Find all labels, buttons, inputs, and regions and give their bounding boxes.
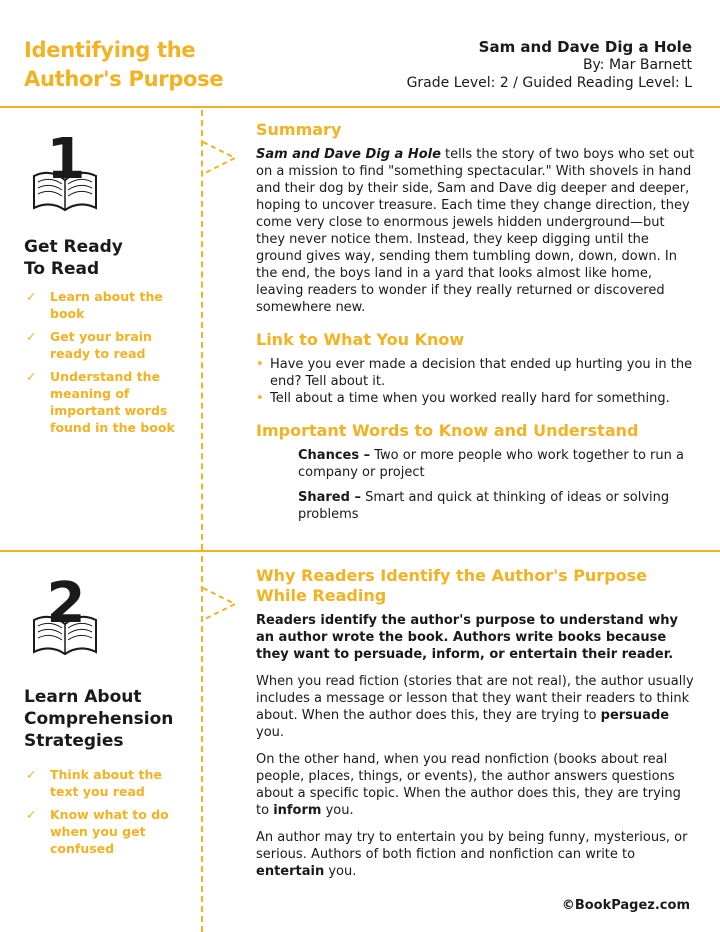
purpose-heading: Why Readers Identify the Author's Purpose While Reading: [256, 566, 648, 605]
step-title-line: To Read: [24, 259, 100, 279]
step-1-title: [24, 236, 194, 280]
step-1-checklist: [24, 288, 194, 436]
list-item: [256, 356, 696, 390]
paragraph-text: you.: [324, 864, 357, 879]
sidebar-step-1: [24, 236, 194, 442]
bullet-icon: •: [256, 391, 264, 406]
title-line-1: Identifying the: [24, 38, 196, 62]
persuade-paragraph: [256, 673, 696, 741]
list-item-text: Have you ever made a decision that ended up hurting you in the end? Tell about it.: [270, 357, 693, 389]
check-icon: ✓: [26, 807, 37, 822]
open-book-icon: [30, 122, 100, 214]
checklist-text: Learn about the book: [50, 289, 163, 321]
step-title-line: Strategies: [24, 731, 124, 751]
paragraph-text: On the other hand, when you read nonfiction (books about real people, places, things, or events), the author answers questions about a specific topic. When the author does this, they are trying to: [256, 752, 681, 818]
summary-heading: Summary: [256, 120, 342, 139]
vocabulary-item: [298, 489, 696, 523]
link-list: [256, 356, 696, 407]
step-2-title: [24, 686, 194, 752]
step-title-line: Learn About: [24, 687, 142, 707]
paragraph-text: you.: [321, 803, 354, 818]
step-number: 2: [46, 571, 86, 636]
copyright-footer: ©BookPagez.com: [561, 898, 690, 913]
book-author: By: Mar Barnett: [582, 57, 692, 73]
step-2-checklist: [24, 766, 194, 857]
arrow-icon: [201, 584, 241, 624]
vocabulary-definition: Smart and quick at thinking of ideas or solving problems: [298, 490, 670, 522]
check-icon: ✓: [26, 369, 37, 384]
checklist-item: [24, 328, 194, 362]
keyword: persuade: [600, 708, 670, 723]
divider-middle: [0, 550, 720, 552]
keyword: inform: [273, 803, 322, 818]
entertain-paragraph: [256, 829, 696, 880]
words-heading: Important Words to Know and Understand: [256, 421, 639, 440]
checklist-item: [24, 806, 194, 857]
page-header: [0, 0, 720, 106]
vocabulary-list: [256, 447, 696, 523]
document-title: [24, 36, 223, 94]
section-2-content: [256, 566, 696, 890]
arrow-icon: [201, 138, 241, 178]
check-icon: ✓: [26, 329, 37, 344]
step-number: 1: [46, 127, 86, 192]
checklist-text: Understand the meaning of important words found in the book: [50, 369, 175, 435]
link-heading: Link to What You Know: [256, 330, 465, 349]
step-title-line: Get Ready: [24, 237, 123, 257]
summary-text: tells the story of two boys who set out on a mission to find "something spectacular." With shovels in hand and their dog by their side, Sam and Dave dig deeper and deeper, hoping to uncover treasure. Each time they change direction, they come very close to enormous jewels hidden underground—but they never notice them. Instead, they keep digging until the ground gives way, sending them tumbling down, down, down. In the end, the boys land in a yard that looks almost like home, leaving readers to wonder if they really returned or discovered somewhere new.: [256, 147, 695, 315]
paragraph-text: An author may try to entertain you by being funny, mysterious, or serious. Authors of both fiction and nonfiction can write to: [256, 830, 688, 862]
book-title: Sam and Dave Dig a Hole: [478, 38, 692, 56]
divider-top: [0, 106, 720, 108]
summary-book-title: Sam and Dave Dig a Hole: [256, 147, 441, 162]
list-item-text: Tell about a time when you worked really hard for something.: [270, 391, 670, 406]
keyword: entertain: [256, 864, 325, 879]
open-book-icon: [30, 566, 100, 658]
intro-paragraph: Readers identify the author's purpose to understand why an author wrote the book. Authors write books because they want to persuade, inform, or entertain their reader.: [256, 613, 679, 662]
paragraph-text: you.: [256, 725, 285, 740]
inform-paragraph: [256, 751, 696, 819]
vocabulary-item: [298, 447, 696, 481]
vocabulary-term: Chances –: [298, 448, 371, 463]
checklist-text: Think about the text you read: [50, 767, 162, 799]
checklist-item: [24, 368, 194, 436]
summary-paragraph: [256, 146, 696, 316]
checklist-text: Get your brain ready to read: [50, 329, 152, 361]
bullet-icon: •: [256, 357, 264, 372]
checklist-item: [24, 288, 194, 322]
step-title-line: Comprehension: [24, 709, 174, 729]
check-icon: ✓: [26, 767, 37, 782]
check-icon: ✓: [26, 289, 37, 304]
grade-level: Grade Level: 2 / Guided Reading Level: L: [406, 75, 692, 91]
checklist-item: [24, 766, 194, 800]
sidebar-step-2: [24, 686, 194, 863]
list-item: [256, 390, 696, 407]
paragraph-text: When you read fiction (stories that are not real), the author usually includes a message or lesson that they want their readers to think about. When the author does this, they are trying to: [256, 674, 694, 723]
vocabulary-term: Shared –: [298, 490, 361, 505]
book-info: [407, 38, 692, 92]
checklist-text: Know what to do when you get confused: [50, 807, 169, 856]
section-1-content: [256, 120, 696, 531]
vocabulary-definition: Two or more people who work together to run a company or project: [298, 448, 684, 480]
title-line-2: Author's Purpose: [24, 67, 224, 91]
